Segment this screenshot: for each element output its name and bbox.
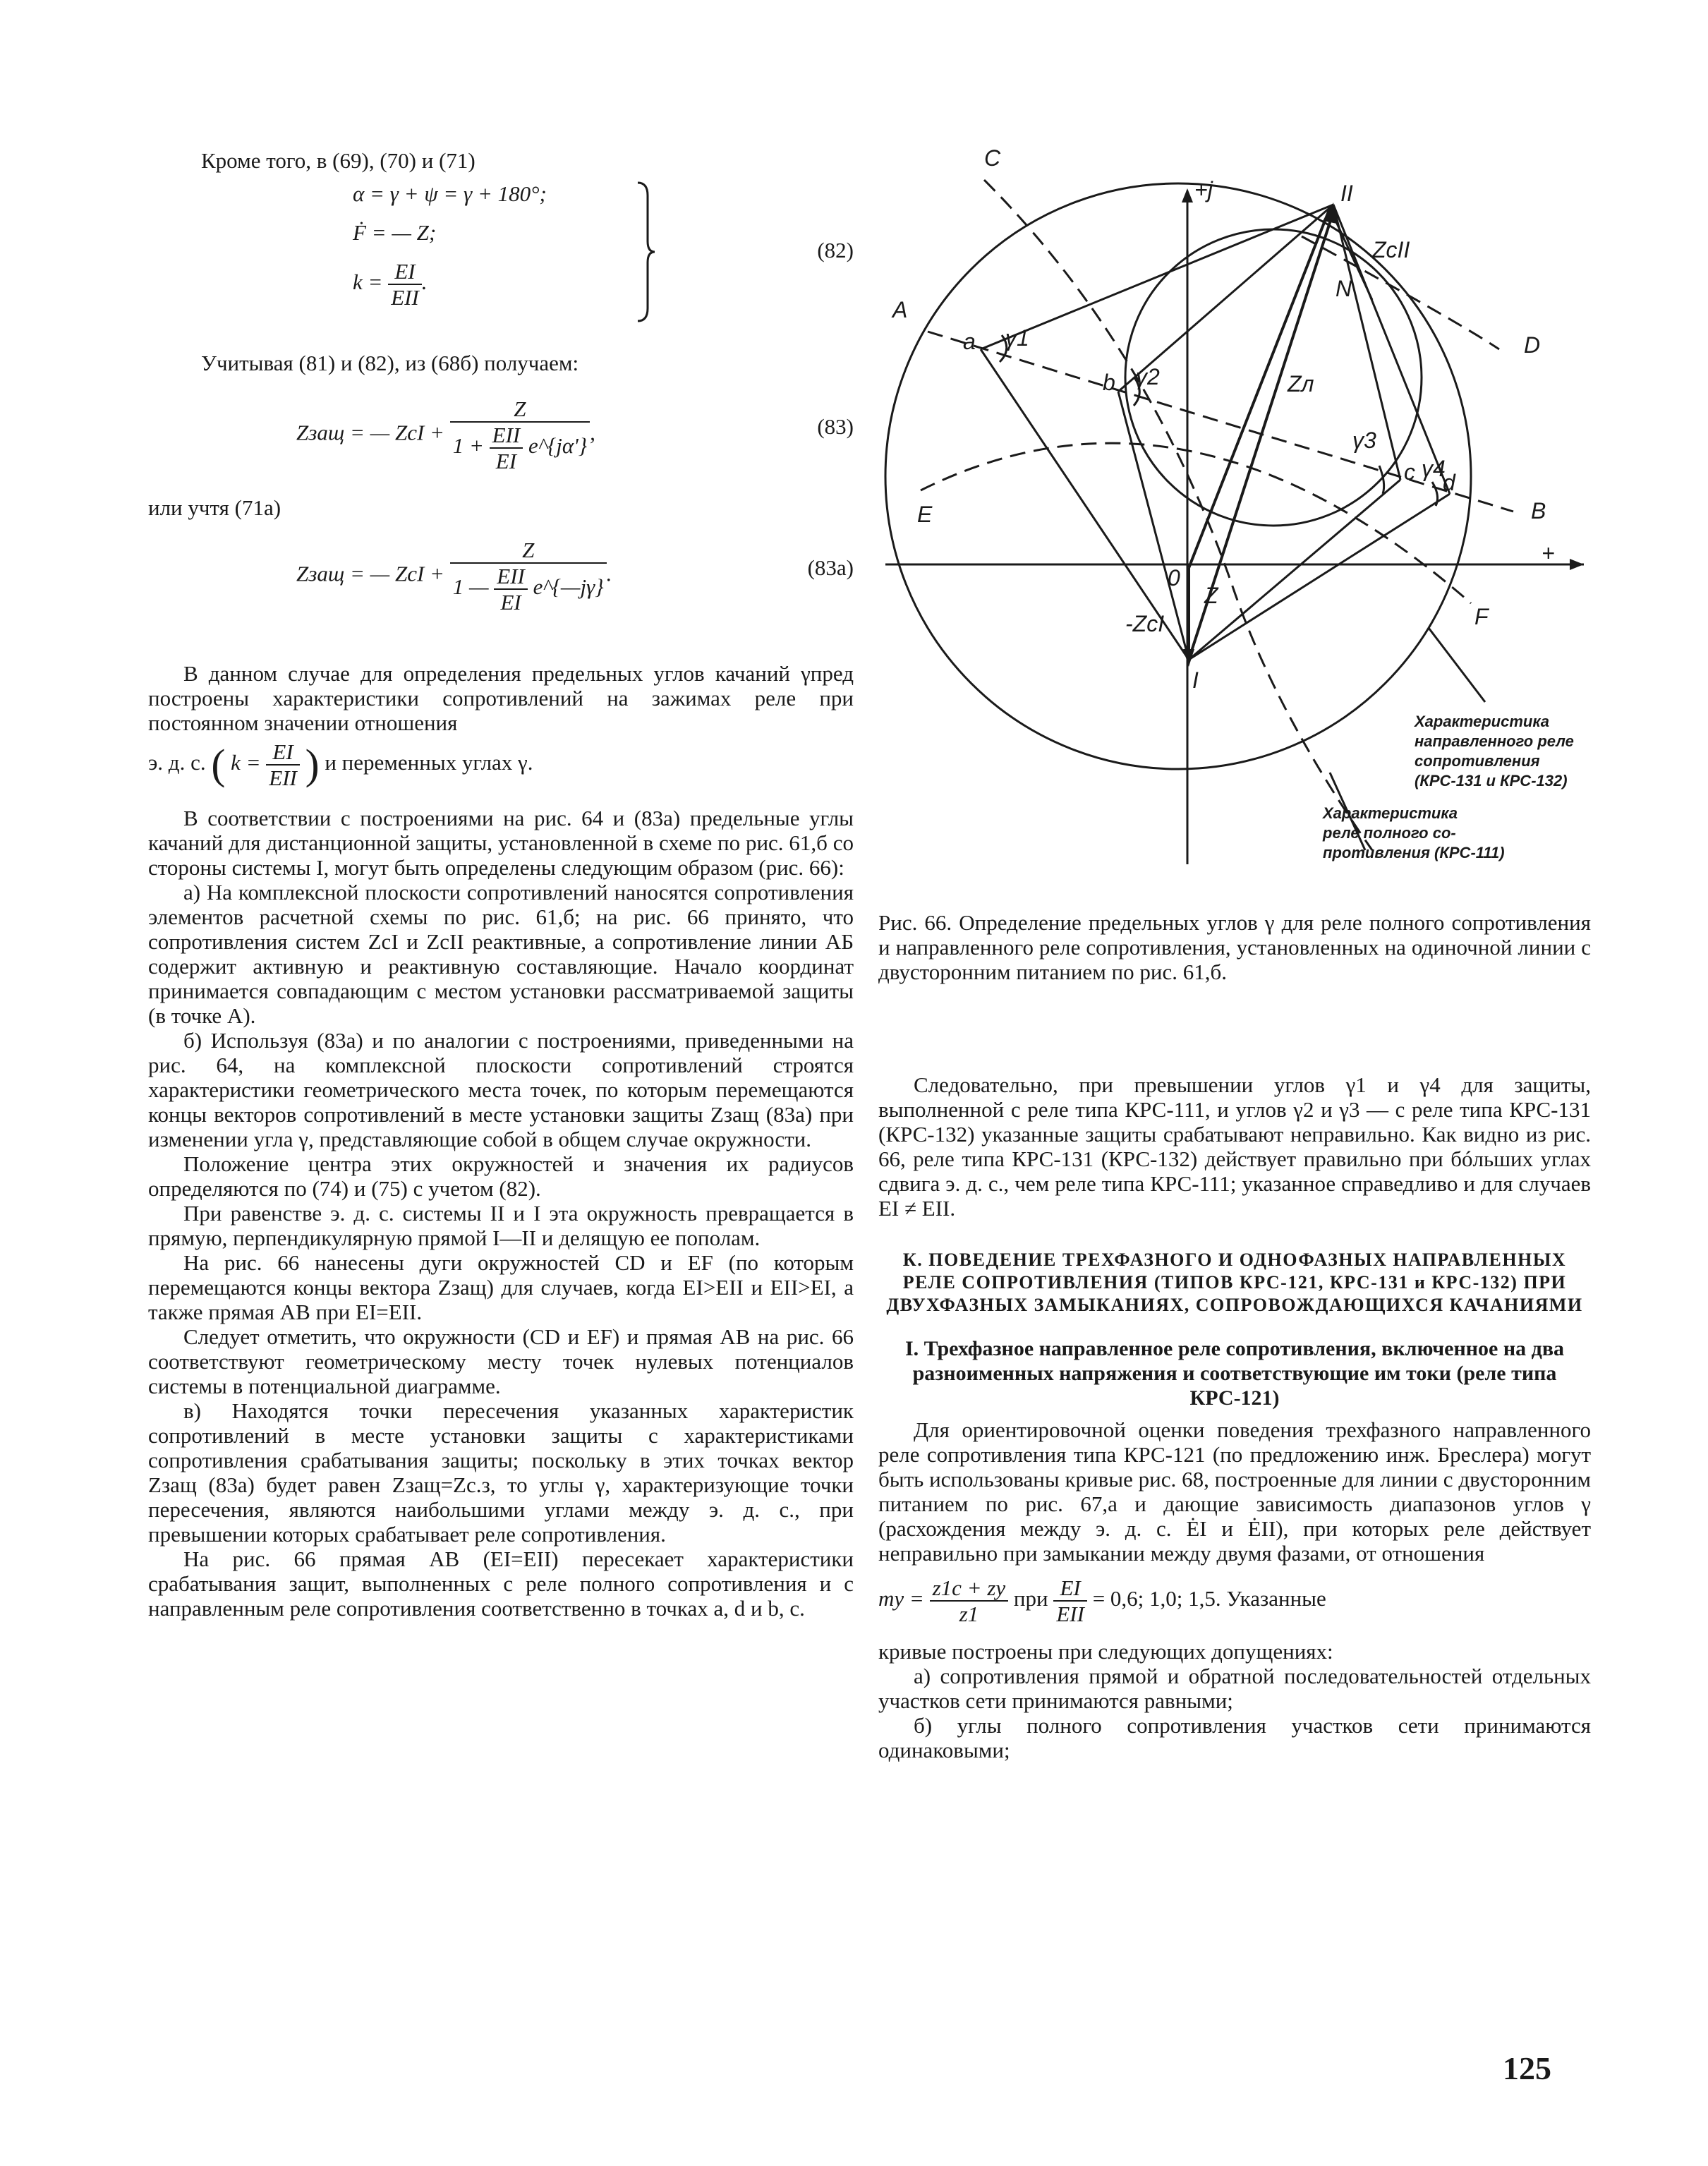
eq83a-inner-fraction bbox=[494, 564, 528, 615]
or-paragraph: или учтя (71а) bbox=[148, 495, 281, 520]
eq83a-den-pre: 1 — bbox=[452, 574, 489, 600]
arrow-real-icon bbox=[1570, 559, 1584, 570]
left-column bbox=[148, 148, 854, 1621]
eq82-number: (82) bbox=[817, 238, 854, 262]
my-lhs: my = bbox=[878, 1586, 924, 1611]
ratio-num: EI bbox=[266, 739, 300, 766]
label-g1: γ1 bbox=[1005, 325, 1029, 351]
my-k-num: EI bbox=[1053, 1575, 1087, 1602]
label-plus-j: +j bbox=[1194, 177, 1213, 202]
arrow-imag-icon bbox=[1182, 188, 1193, 202]
my-mid: при bbox=[1013, 1586, 1048, 1611]
label-b: b bbox=[1103, 370, 1115, 395]
label-g2: γ2 bbox=[1136, 364, 1160, 389]
label-C: C bbox=[984, 145, 1001, 171]
paragraph-8: Следует отметить, что окружности (CD и EF) и прямая АВ на рис. 66 соответствуют геометрическому месту точек нулевых потенциалов системы в потенциальной диаграмме. bbox=[148, 1324, 854, 1398]
paragraph-3: а) На комплексной плоскости сопротивлений наносятся сопротивления элементов расчетной схемы по рис. 61,б; на рис. 66 принято, что сопротивления систем ZcI и ZcII реактивные, а сопротивление линии АБ содержит активную и реактивную составляющие. Начало координат принимается совпадающим с местом установки рассматриваемой защиты (в точке А). bbox=[148, 880, 854, 1028]
eq83a-inner-den: EI bbox=[500, 590, 521, 615]
from-paragraph: Учитывая (81) и (82), из (68б) получаем: bbox=[201, 351, 579, 375]
right-paragraph-2: Для ориентировочной оценки поведения трехфазного направленного реле сопротивления типа КРС-121 (по предложению инж. Бреслера) могут быть использованы кривые рис. 68, построенные для линии с двусторонним питанием по рис. 67,а и дающие зависимость диапазонов углов γ (расхождения между э. д. с. ĖI и ĖII), при которых реле действует неправильно при замыкании между двумя фазами, от отношения bbox=[878, 1417, 1591, 1566]
eq82-den: EII bbox=[391, 285, 419, 310]
label-I: I bbox=[1192, 667, 1199, 693]
eq82-line3: k = $\frac{EI}{\text{EII}}$ . bbox=[353, 259, 428, 310]
eq83-inner-den: EI bbox=[495, 449, 517, 473]
eq82-num: EI bbox=[388, 259, 422, 285]
label-g3: γ3 bbox=[1352, 428, 1376, 453]
eq82-line1: α = γ + ψ = γ + 180°; bbox=[353, 181, 547, 206]
label-A: A bbox=[892, 297, 908, 322]
label-c: c bbox=[1404, 459, 1415, 485]
label-Zl: Zл bbox=[1288, 371, 1314, 397]
eq83-fraction bbox=[450, 397, 590, 473]
eq83-den-pre: 1 + bbox=[452, 433, 484, 459]
equation-83: Zзащ = — ZcI + Z 1 + $\frac{\text{EII}}{EI}$ e^{jα'} , (83) bbox=[296, 397, 854, 473]
eq83-den bbox=[450, 423, 590, 473]
paragraph-7: На рис. 66 нанесены дуги окружностей CD и EF (по которым перемещаются концы вектора Zзащ) для случаев, когда EI>EII и EII>EI, а также прямая АВ при EI=EII. bbox=[148, 1250, 854, 1324]
eq83-inner-fraction bbox=[490, 423, 523, 473]
annot-directed-3: сопротивления bbox=[1415, 752, 1540, 770]
label-ZcII: ZcII bbox=[1372, 237, 1410, 262]
ratio-den: EII bbox=[269, 766, 297, 790]
eq83a-exp: e^{—jγ} bbox=[533, 574, 604, 600]
my-fraction bbox=[930, 1575, 1009, 1626]
right-paragraph-3: кривые построены при следующих допущениях: bbox=[878, 1639, 1333, 1664]
pointer-directed bbox=[1429, 628, 1485, 702]
paragraph-10: На рис. 66 прямая АВ (EI=EII) пересекает характеристики срабатывания защит, выполненных с реле полного сопротивления и с направленным реле сопротивления соответственно в точках a, d и b, c. bbox=[148, 1547, 854, 1621]
right-paragraph-4: а) сопротивления прямой и обратной последовательностей отдельных участков сети принимаются равными; bbox=[878, 1664, 1591, 1713]
label-d: d bbox=[1443, 470, 1455, 495]
label-F: F bbox=[1474, 604, 1489, 629]
label-II: II bbox=[1340, 181, 1353, 206]
section-heading: К. ПОВЕДЕНИЕ ТРЕХФАЗНОГО И ОДНОФАЗНЫХ НАПРАВЛЕННЫХ РЕЛЕ СОПРОТИВЛЕНИЯ (ТИПОВ КРС-121, КРС-131 и КРС-132) ПРИ ДВУХФАЗНЫХ ЗАМЫКАНИЯХ, СОПРОВОЖДАЮЩИХСЯ КАЧАНИЯМИ bbox=[886, 1250, 1583, 1315]
figure-66-diagram bbox=[878, 145, 1591, 893]
brace-icon bbox=[635, 181, 656, 322]
paragraph-9: в) Находятся точки пересечения указанных характеристик сопротивлений в месте установки защиты с характеристиками сопротивления срабатывания защиты; поскольку в этих точках вектор Zзащ (83а) будет равен Zзащ=Zс.з, то углы γ, характеризующие точки пересечения, являются наибольшими углами между э. д. с., при превышении которых срабатывает реле сопротивления. bbox=[148, 1398, 854, 1547]
eq83a-lhs: Zзащ = — ZcI + bbox=[296, 561, 444, 586]
figure-caption: Рис. 66. Определение предельных углов γ для реле полного сопротивления и направленного реле сопротивления, установленных на одиночной линии с двусторонним питанием по рис. 61,б. bbox=[878, 910, 1591, 984]
paren-left-icon: ( bbox=[211, 741, 226, 788]
right-paragraph-5: б) углы полного сопротивления участков сети принимаются одинаковыми; bbox=[878, 1713, 1591, 1762]
subsection-heading: I. Трехфазное направленное реле сопротивления, включенное на два разноименных напряжения и соответствующие им токи (реле типа КРС-121) bbox=[904, 1337, 1565, 1410]
annot-directed-4: (КРС-131 и КРС-132) bbox=[1415, 772, 1568, 789]
page-number: 125 bbox=[1503, 2050, 1551, 2086]
right-column bbox=[878, 1072, 1591, 1762]
directed-impedance-circle bbox=[1125, 229, 1422, 526]
my-formula bbox=[878, 1575, 1591, 1639]
ratio-fraction bbox=[266, 739, 300, 790]
ray-c-I bbox=[1189, 480, 1400, 660]
label-g4: γ4 bbox=[1422, 456, 1446, 481]
my-k-fraction bbox=[1053, 1575, 1087, 1626]
annot-full-1: Характеристика bbox=[1323, 804, 1458, 822]
annot-full-3: противления (КРС-111) bbox=[1323, 844, 1505, 861]
paragraph-1: В данном случае для определения предельных углов качаний γпред построены характеристики сопротивлений на зажимах реле при постоянном значении отношения bbox=[148, 661, 854, 735]
eq83-lhs: Zзащ = — ZcI + bbox=[296, 420, 444, 445]
label-Z: Z bbox=[1204, 583, 1218, 608]
paragraph-5: Положение центра этих окружностей и значения их радиусов определяются по (74) и (75) с учетом (82). bbox=[148, 1151, 854, 1201]
eq82-k: k = bbox=[353, 270, 383, 295]
annot-full-2: реле полного со- bbox=[1323, 824, 1456, 842]
eq83a-fraction bbox=[450, 538, 607, 615]
paragraph-6: При равенстве э. д. с. системы II и I эта окружность превращается в прямую, перпендикулярную прямой I—II и делящую ее пополам. bbox=[148, 1201, 854, 1250]
paren-right-icon: ) bbox=[305, 741, 320, 788]
annot-directed-1: Характеристика bbox=[1415, 713, 1550, 730]
my-num: z1c + zy bbox=[930, 1575, 1009, 1602]
eq83a-number: (83а) bbox=[807, 555, 854, 580]
label-N: N bbox=[1335, 276, 1352, 301]
paragraph-2: В соответствии с построениями на рис. 64 и (83а) предельные углы качаний для дистанционной защиты, установленной в схеме по рис. 61,б со стороны системы I, могут быть определены следующим образом (рис. 66): bbox=[148, 806, 854, 880]
equation-82 bbox=[148, 181, 854, 337]
label-minus-ZcI: -ZcI bbox=[1125, 611, 1165, 636]
figure-66 bbox=[878, 145, 1591, 893]
eq83a-num: Z bbox=[450, 538, 607, 564]
eq82-line2: Ḟ = — Z; bbox=[353, 220, 437, 245]
intro-paragraph: Кроме того, в (69), (70) и (71) bbox=[201, 148, 476, 173]
annot-directed-2: направленного реле bbox=[1415, 732, 1574, 750]
ratio-k: k = bbox=[231, 750, 261, 775]
eq83-num: Z bbox=[450, 397, 590, 423]
arc-EF bbox=[921, 443, 1471, 603]
my-den: z1 bbox=[959, 1602, 979, 1626]
eq83-number: (83) bbox=[817, 414, 854, 439]
equation-83a: Zзащ = — ZcI + Z 1 — $\frac{\text{EII}}{EI}$ e^{—jγ} . (83а) bbox=[296, 538, 854, 615]
ray-a-II bbox=[981, 205, 1333, 349]
label-D: D bbox=[1524, 332, 1541, 358]
my-k-den: EII bbox=[1056, 1602, 1084, 1626]
eq83a-inner-num: EII bbox=[494, 564, 528, 590]
label-plus: + bbox=[1542, 540, 1555, 566]
ratio-post: и переменных углах γ. bbox=[325, 750, 533, 775]
right-paragraph-1: Следовательно, при превышении углов γ1 и γ4 для защиты, выполненной с реле типа КРС-111, и углов γ2 и γ3 — с реле типа КРС-131 (КРС-132) указанные защиты срабатывают неправильно. Как видно из рис. 66, реле типа КРС-131 (КРС-132) действует правильно при бóльших углах сдвига э. д. с., чем реле типа КРС-111; указанное справедливо и для случаев EI ≠ EII. bbox=[878, 1072, 1591, 1221]
label-zero: 0 bbox=[1168, 565, 1180, 591]
eq82-fraction bbox=[388, 259, 422, 310]
eq83a-den bbox=[450, 564, 607, 615]
label-E: E bbox=[917, 502, 933, 527]
label-a: a bbox=[963, 329, 976, 354]
paragraph-4: б) Используя (83а) и по аналогии с построениями, приведенными на рис. 64, на комплексной плоскости сопротивлений строятся характеристики геометрического места точек, по которым перемещаются концы векторов сопротивлений в месте установки защиты Zзащ (83а) при изменении угла γ, представляющие собой в общем случае окружности. bbox=[148, 1028, 854, 1151]
eq83-inner-num: EII bbox=[490, 423, 523, 449]
label-B: B bbox=[1531, 498, 1546, 524]
ratio-pre: э. д. с. bbox=[148, 750, 206, 775]
arc-CD bbox=[984, 180, 1372, 850]
ratio-line bbox=[148, 739, 854, 796]
my-values: = 0,6; 1,0; 1,5. Указанные bbox=[1092, 1586, 1326, 1611]
eq83-exp: e^{jα'} bbox=[528, 433, 588, 459]
